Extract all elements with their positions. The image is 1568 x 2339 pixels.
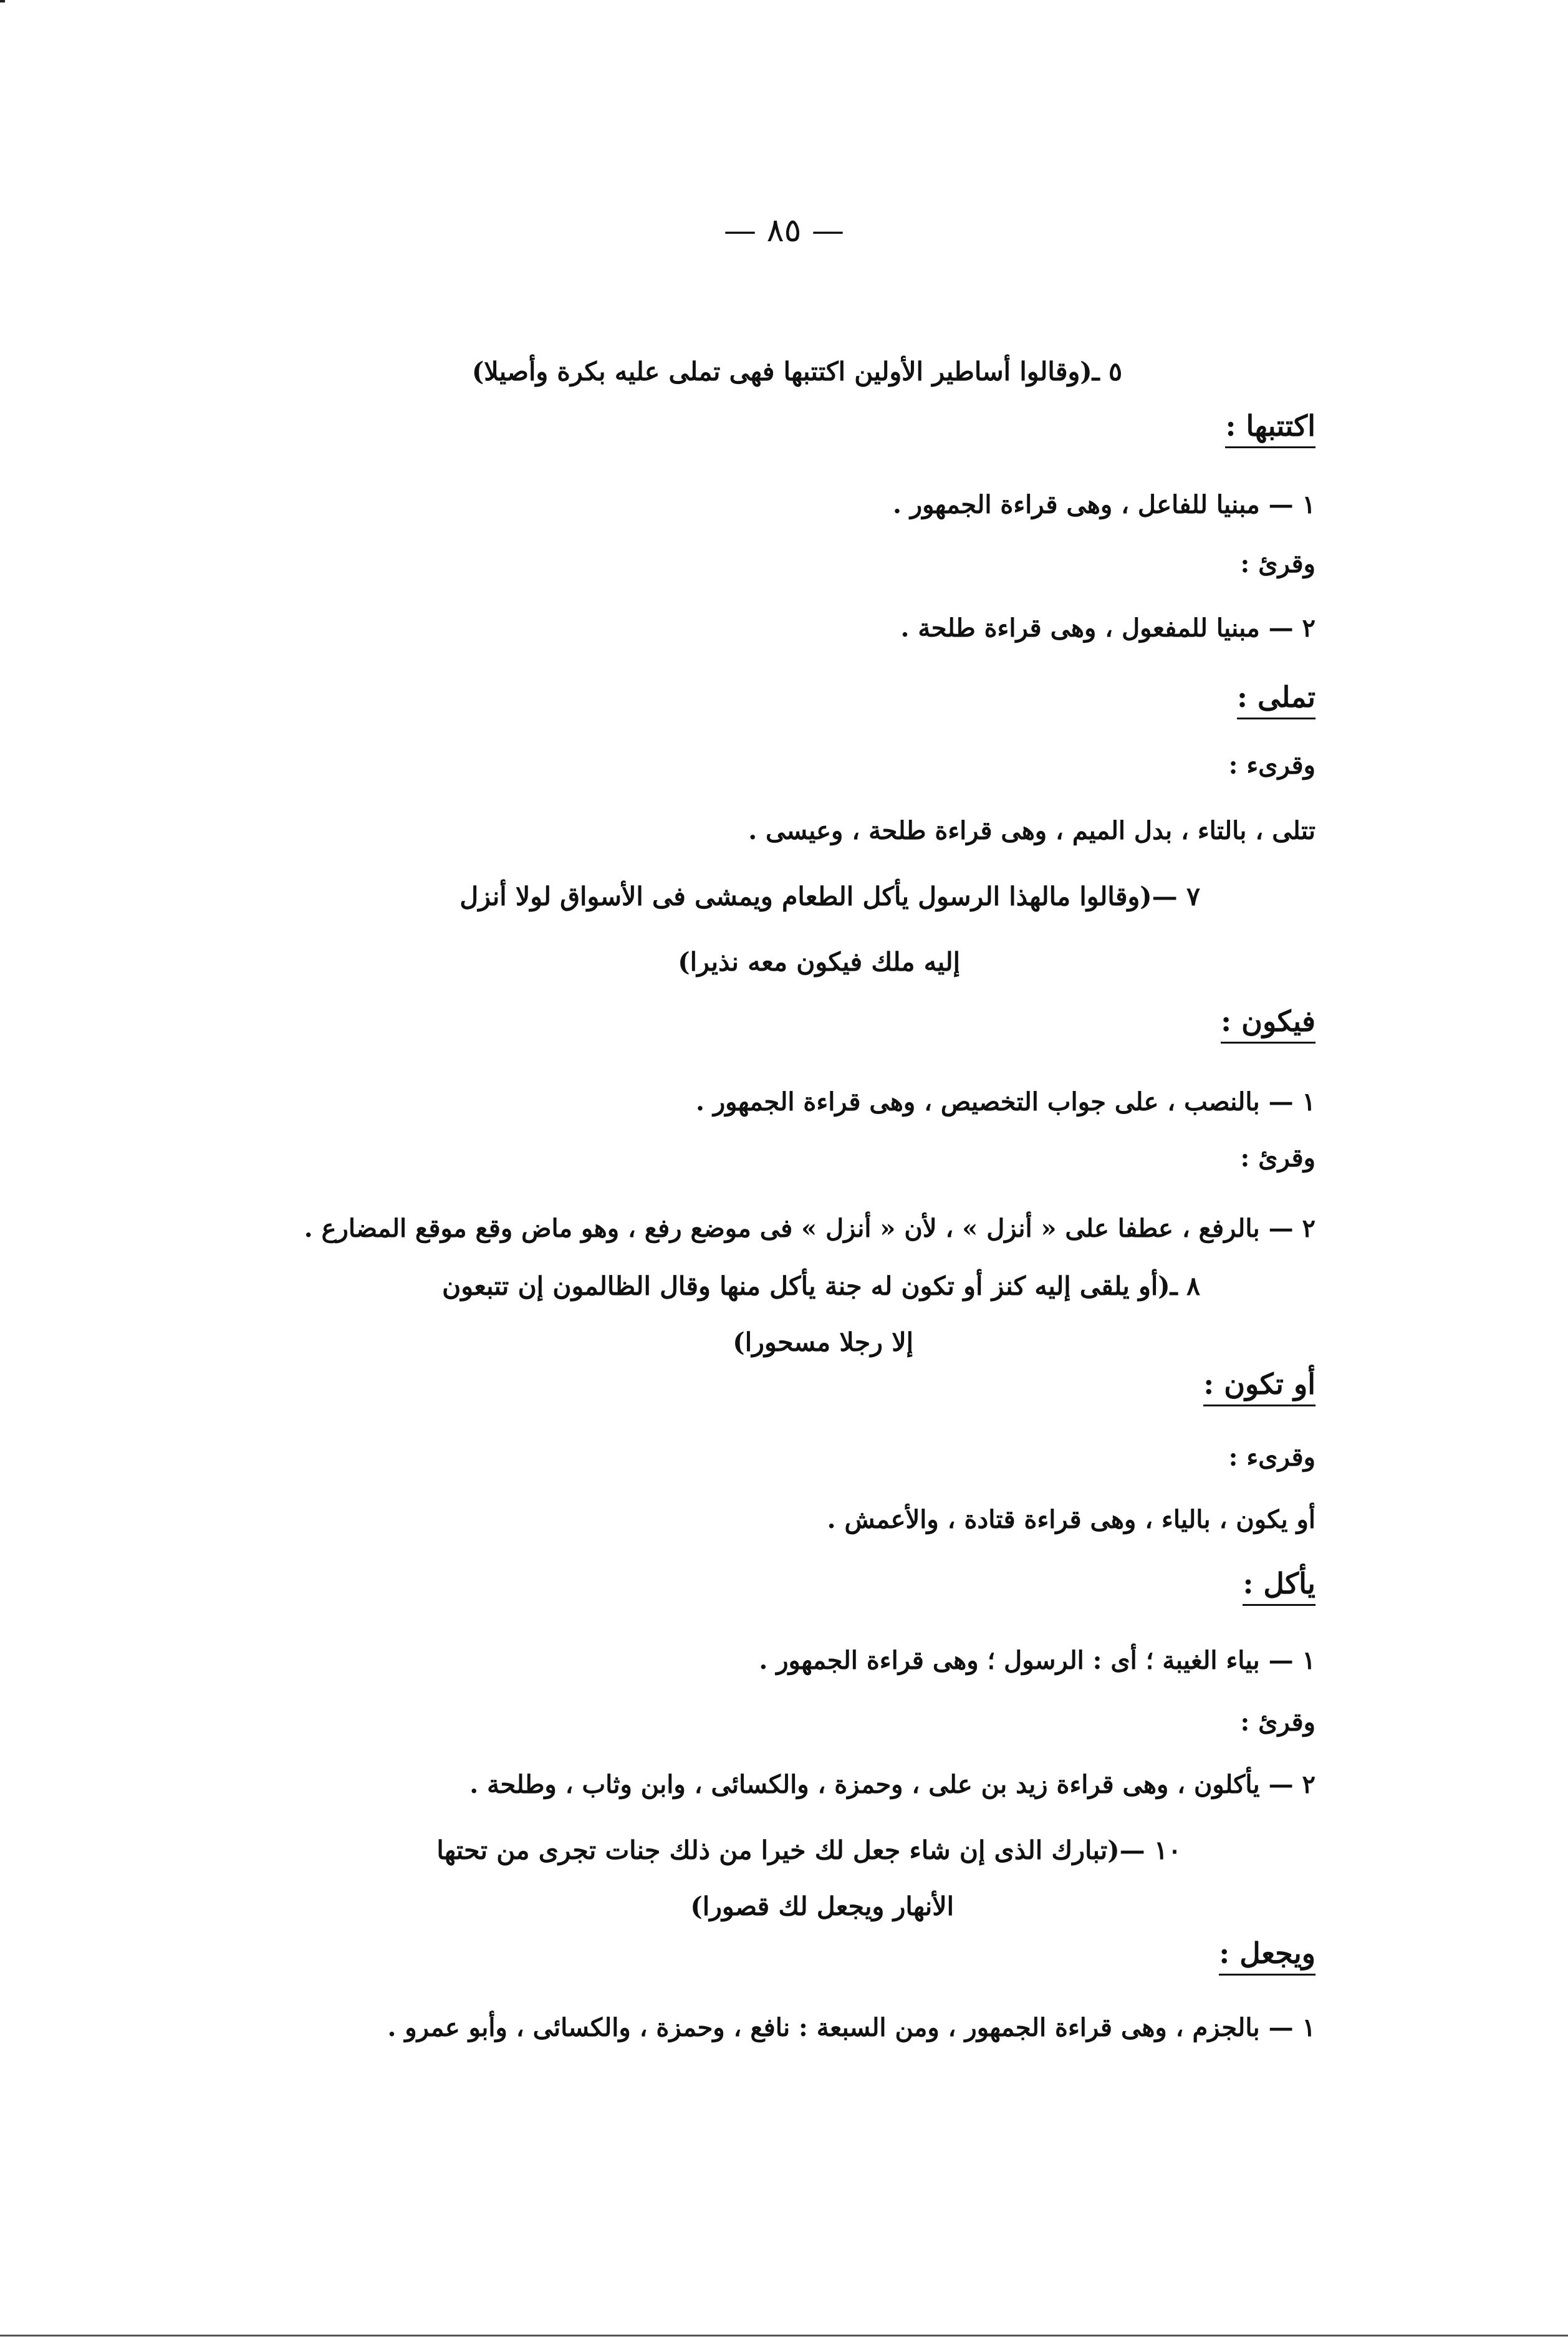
heading-fayakun: [1221, 1004, 1315, 1039]
qurie-label: وقرئ :: [1240, 549, 1315, 579]
verse-8-line-1: ٨ ـ(أو يلقى إليه كنز أو تكون له جنة يأكل منها وقال الظالمون إن تتبعون: [442, 1271, 1200, 1301]
verse-8-line-2: إلا رجلا مسحورا): [733, 1327, 913, 1357]
verse-10-line-1: ١٠ —(تبارك الذى إن شاء جعل لك خيرا من ذلك جنات تجرى من تحتها: [436, 1835, 1181, 1865]
heading-label: ويجعل :: [1219, 1936, 1315, 1976]
heading-iktatabaha: [1225, 408, 1315, 443]
reading-line: ١ — مبنيا للفاعل ، وهى قراءة الجمهور .: [892, 490, 1315, 519]
qurie-label: وقرىء :: [1228, 1443, 1315, 1472]
heading-wa-yajal: [1219, 1936, 1315, 1971]
reading-line: أو يكون ، بالياء ، وهى قراءة قتادة ، والأعمش .: [827, 1505, 1315, 1534]
heading-label: أو تكون :: [1203, 1367, 1315, 1406]
reading-line: ٢ — يأكلون ، وهى قراءة زيد بن على ، وحمزة ، والكسائى ، وابن وثاب ، وطلحة .: [469, 1770, 1315, 1799]
heading-label: فيكون :: [1221, 1004, 1315, 1044]
reading-line: ١ — بالجزم ، وهى قراءة الجمهور ، ومن السبعة : نافع ، وحمزة ، والكسائى ، وأبو عمرو .: [387, 2013, 1315, 2042]
reading-line: ٢ — بالرفع ، عطفا على « أنزل » ، لأن « أنزل » فى موضع رفع ، وهو ماض وقع موقع المضارع .: [304, 1214, 1315, 1243]
verse-7-line-2: إليه ملك فيكون معه نذيرا): [678, 947, 960, 977]
verse-5-line: ٥ ـ(وقالوا أساطير الأولين اكتتبها فهى تملى عليه بكرة وأصيلا): [471, 357, 1122, 387]
reading-line: تتلى ، بالتاء ، بدل الميم ، وهى قراءة طلحة ، وعيسى .: [748, 816, 1315, 845]
verse-7-line-1: ٧ —(وقالوا مالهذا الرسول يأكل الطعام ويمشى فى الأسواق لولا أنزل: [459, 881, 1200, 911]
reading-line: ٢ — مبنيا للمفعول ، وهى قراءة طلحة .: [900, 613, 1315, 643]
qurie-label: وقرىء :: [1228, 751, 1315, 780]
reading-line: ١ — بياء الغيبة ؛ أى : الرسول ؛ وهى قراءة الجمهور .: [759, 1646, 1315, 1675]
heading-yakul: [1243, 1566, 1315, 1601]
page-number: — ٨٥ —: [724, 212, 844, 249]
heading-label: اكتتبها :: [1225, 409, 1315, 448]
heading-tumla: [1237, 680, 1315, 714]
page-bottom-rule: [0, 2335, 1568, 2337]
heading-aw-takun: [1203, 1366, 1315, 1401]
qurie-label: وقرئ :: [1240, 1143, 1315, 1173]
verse-10-line-2: الأنهار ويجعل لك قصورا): [690, 1891, 954, 1921]
heading-label: يأكل :: [1243, 1567, 1315, 1606]
qurie-label: وقرئ :: [1240, 1707, 1315, 1737]
reading-line: ١ — بالنصب ، على جواب التخصيص ، وهى قراءة الجمهور .: [695, 1087, 1315, 1117]
heading-label: تملى :: [1237, 680, 1315, 719]
